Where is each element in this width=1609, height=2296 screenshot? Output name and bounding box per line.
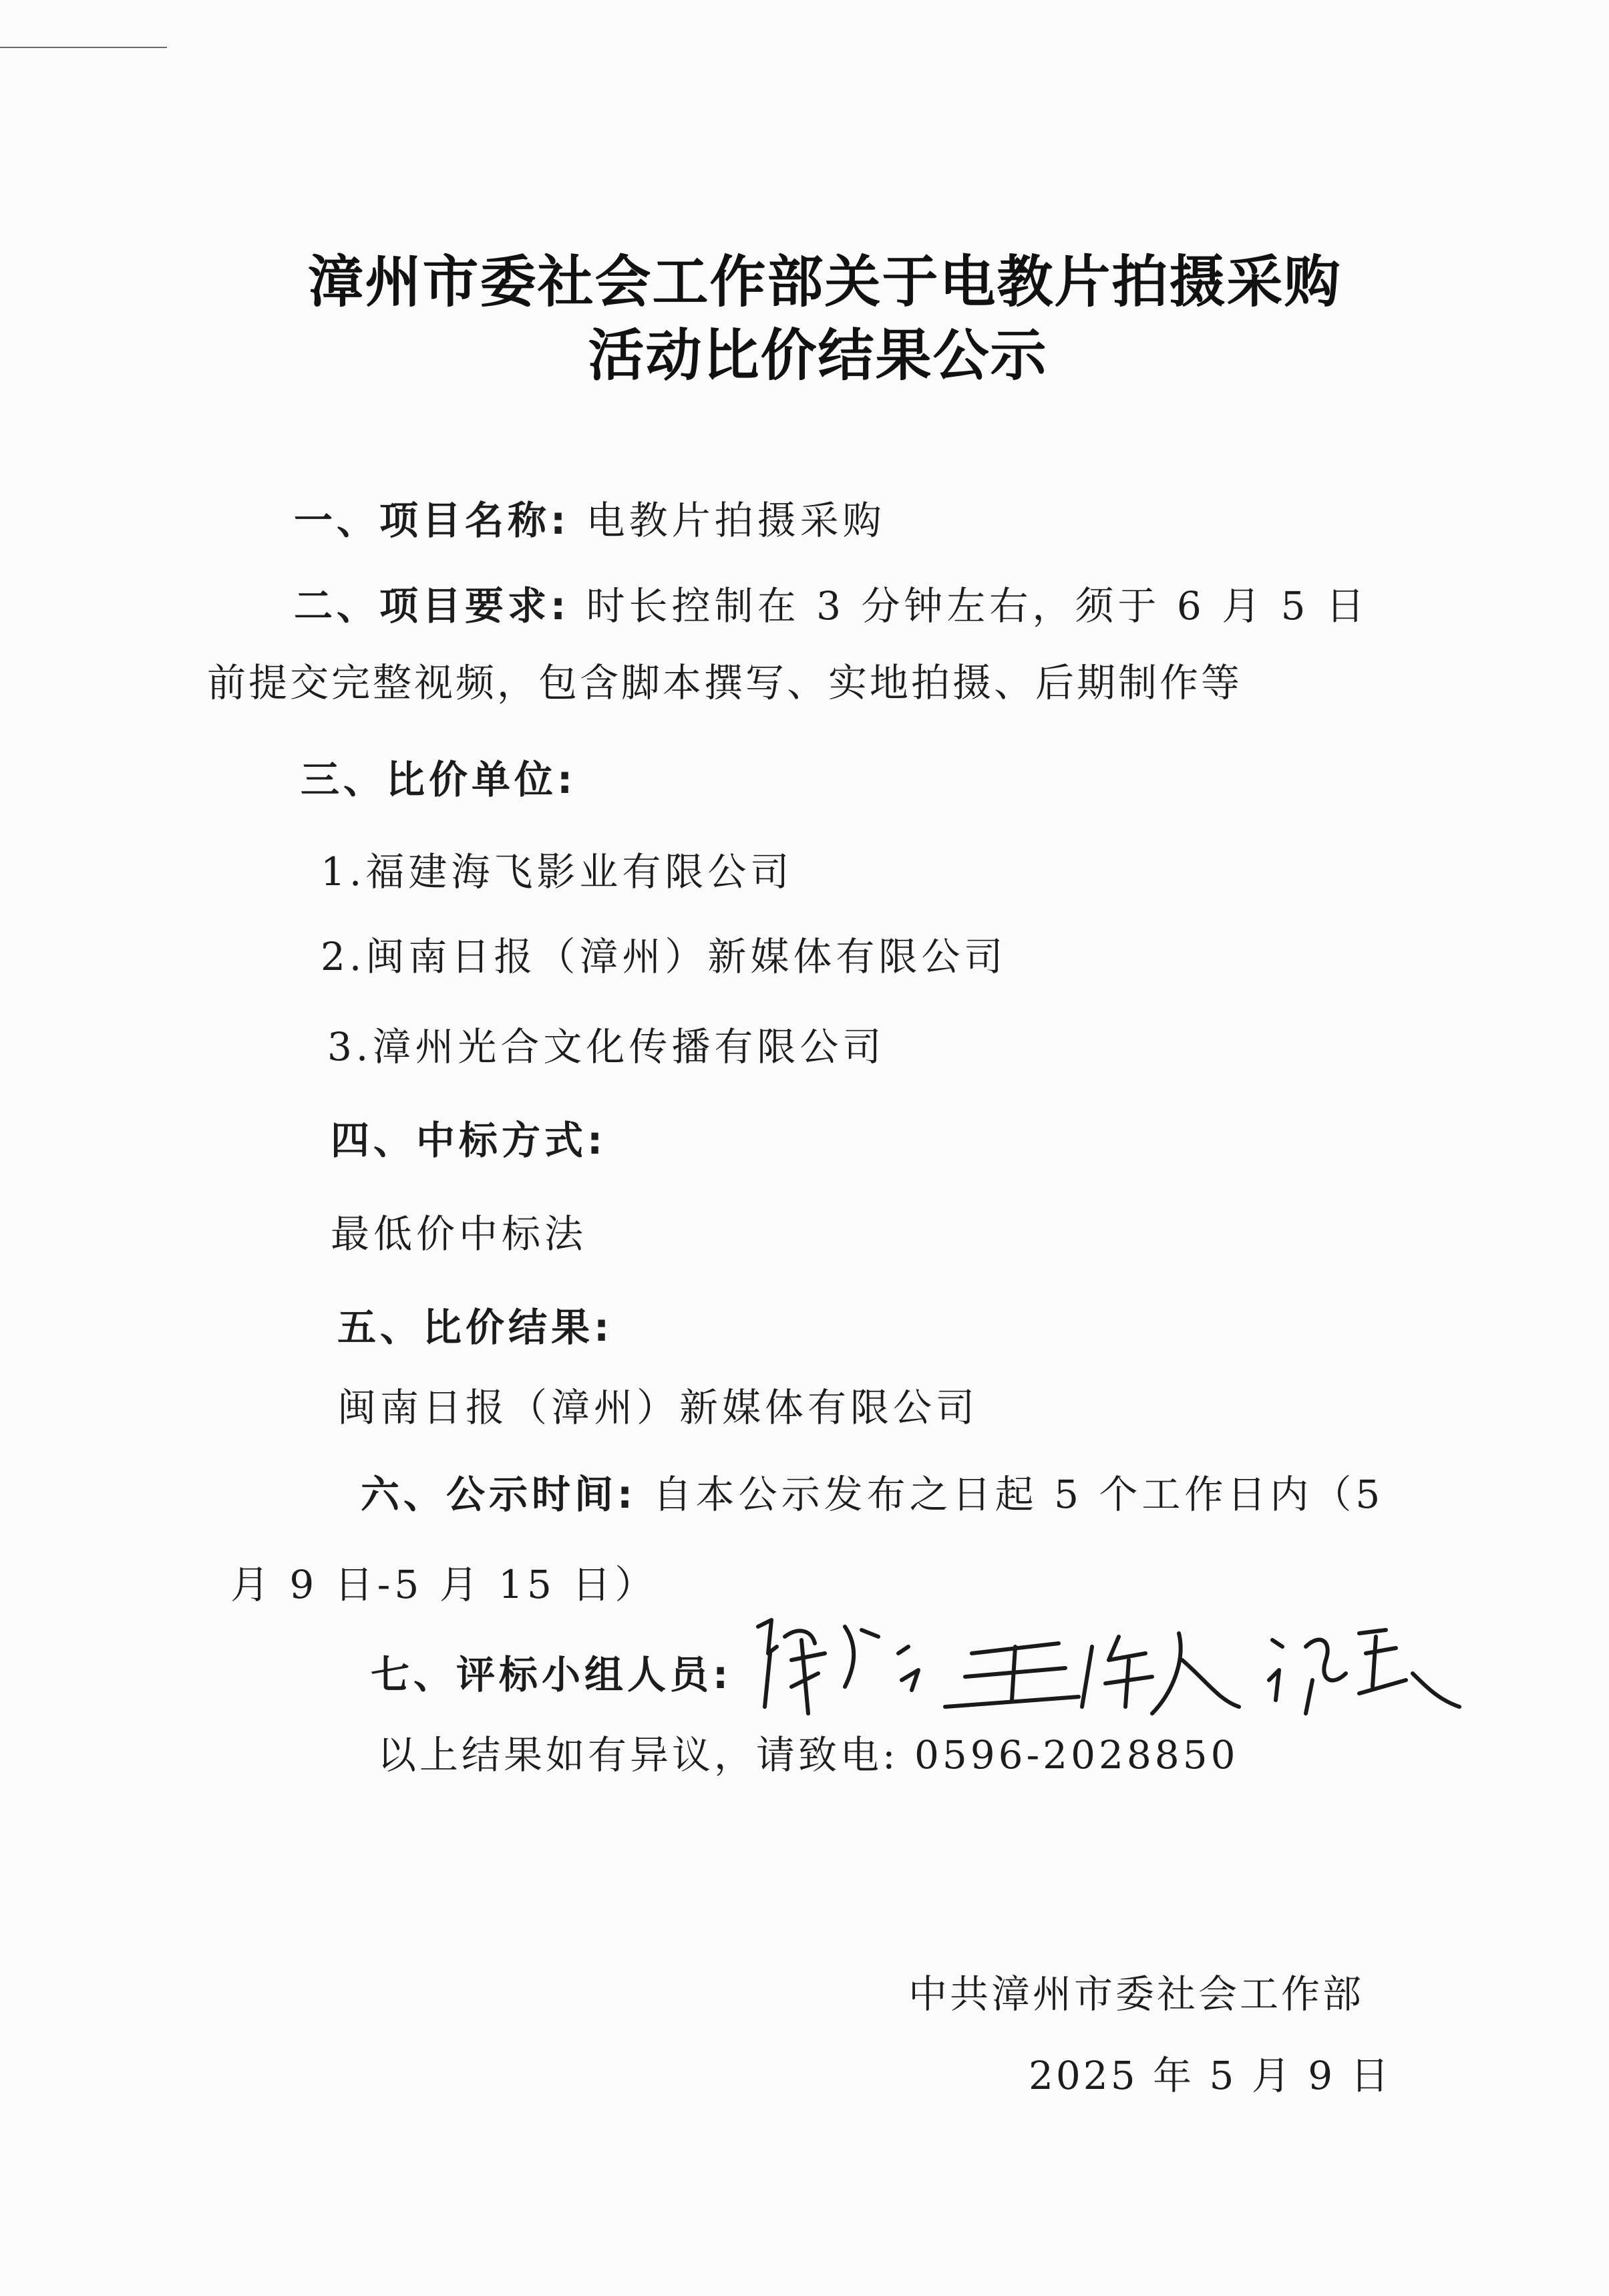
section-2-heading: 二、项目要求:	[294, 583, 570, 629]
section-2	[294, 575, 1369, 631]
document-title-line-1: 漳州市委社会工作部关于电教片拍摄采购	[307, 249, 1342, 315]
section-2-text-1: 时长控制在 3 分钟左右，须于 6 月 5 日	[586, 583, 1369, 629]
section-6-text-1: 自本公示发布之日起 5 个工作日内（5	[653, 1472, 1385, 1517]
document-title-line-2: 活动比价结果公示	[588, 323, 1048, 388]
section-6-heading: 六、公示时间:	[361, 1472, 637, 1517]
issue-date: 2025 年 5 月 9 日	[1029, 2053, 1392, 2098]
bidder-3: 3.漳州光合文化传播有限公司	[327, 1024, 886, 1070]
section-7-heading: 七、评标小组人员:	[371, 1652, 733, 1697]
handwritten-signatures	[745, 1607, 1466, 1720]
scan-top-rule	[0, 47, 167, 48]
section-3-heading: 三、比价单位:	[301, 757, 577, 802]
section-5-text: 闽南日报（漳州）新媒体有限公司	[337, 1385, 979, 1430]
section-5-heading: 五、比价结果:	[337, 1305, 614, 1350]
issuer-name: 中共漳州市委社会工作部	[908, 1971, 1365, 2017]
section-6-text-2: 月 9 日-5 月 15 日）	[230, 1562, 658, 1607]
contact-line: 以上结果如有异议，请致电: 0596-2028850	[377, 1732, 1239, 1778]
section-1	[294, 489, 886, 545]
bidder-2: 2.闽南日报（漳州）新媒体有限公司	[321, 934, 1007, 979]
section-1-heading: 一、项目名称:	[294, 498, 570, 543]
section-4-text: 最低价中标法	[331, 1211, 588, 1257]
section-6	[361, 1463, 1384, 1519]
section-1-text: 电教片拍摄采购	[586, 498, 886, 543]
bidder-1: 1.福建海飞影业有限公司	[321, 849, 793, 894]
section-4-heading: 四、中标方式:	[331, 1118, 607, 1163]
section-2-text-2: 前提交完整视频，包含脚本撰写、实地拍摄、后期制作等	[207, 660, 1243, 705]
